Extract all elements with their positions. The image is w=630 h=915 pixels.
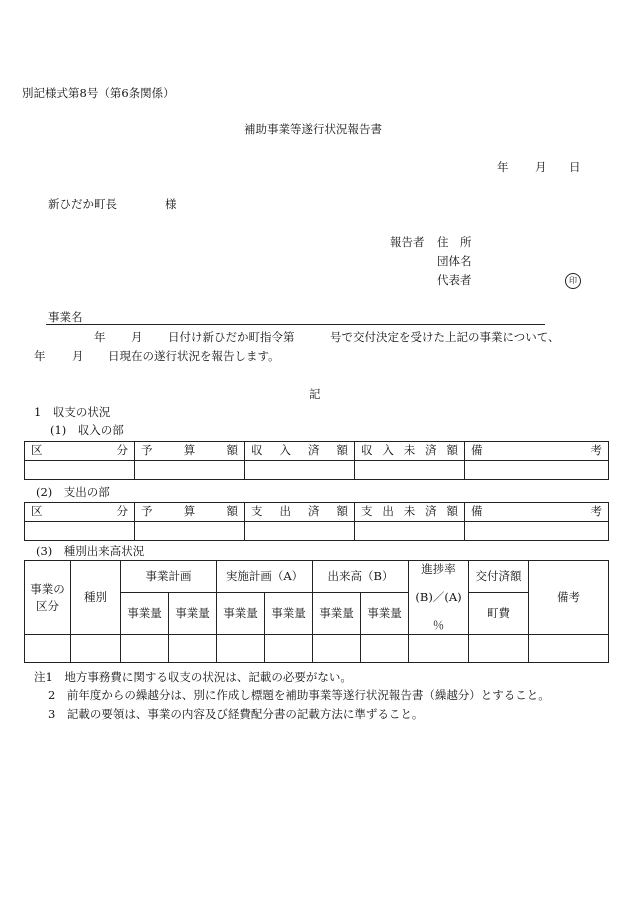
expense-col-paid-text: 支 出 済 額 [251,504,348,519]
expense-col-remarks [465,503,609,522]
body-l2-a: 日現在の遂行状況を報告します。 [108,349,280,363]
income-cell[interactable] [135,461,245,480]
output-cell[interactable] [529,635,609,663]
output-col-done-text: 出来高（B） [327,568,394,583]
date-month: 月 [535,160,547,174]
paid-town-cost [469,593,529,635]
reporter-address: 住 所 [437,235,472,249]
income-cell[interactable] [355,461,465,480]
output-cell[interactable] [313,635,361,663]
plan-qty-1 [121,593,169,635]
seal-icon: 印 [565,273,581,289]
expense-cell[interactable] [245,522,355,541]
expense-col-remarks-text: 備 考 [471,504,602,519]
income-data-row [25,461,609,480]
expense-cell[interactable] [465,522,609,541]
income-col-unreceived [355,442,465,461]
income-cell[interactable] [465,461,609,480]
plan-qty-2-text: 事業量 [175,605,210,620]
plan-qty-2 [169,593,217,635]
expense-col-unpaid-text: 支 出 未 済 額 [361,504,458,519]
income-cell[interactable] [25,461,135,480]
output-col-done [313,561,409,593]
income-col-kubun [25,442,135,461]
expense-col-kubun-text: 区 分 [31,504,128,519]
output-col-remarks-text: 備考 [557,589,581,604]
progress-percent-text: ％ [432,618,445,632]
income-col-kubun-text: 区 分 [31,443,128,458]
progress-formula-text: (B)／(A) [415,589,462,604]
income-col-unreceived-text: 収 入 未 済 額 [361,443,458,458]
income-section-label: (1) 収入の部 [50,423,124,437]
done-qty-2 [361,593,409,635]
output-col-kubun [25,561,71,635]
exec-qty-2-text: 事業量 [271,605,306,620]
income-header-row [25,442,609,461]
output-cell[interactable] [25,635,71,663]
exec-qty-1 [217,593,265,635]
project-name-underline [46,324,545,325]
output-col-progress [409,561,469,635]
output-col-paid [469,561,529,593]
income-cell[interactable] [245,461,355,480]
section-1-heading: 1 収支の状況 [34,405,111,419]
output-col-exec [217,561,313,593]
body-l1-a: 日付け新ひだか町指令第 [168,330,295,344]
plan-qty-1-text: 事業量 [127,605,162,620]
output-cell[interactable] [361,635,409,663]
output-col-shubetsu-text: 種別 [84,589,107,604]
output-cell[interactable] [265,635,313,663]
output-table [24,560,609,663]
expense-cell[interactable] [355,522,465,541]
income-col-remarks [465,442,609,461]
output-cell[interactable] [217,635,265,663]
document-title: 補助事業等遂行状況報告書 [244,122,382,136]
reporter-label: 報告者 [390,235,425,249]
paid-town-cost-text: 町費 [487,605,511,620]
output-cell[interactable] [469,635,529,663]
output-header-row-1 [25,561,609,593]
date-year: 年 [497,160,509,174]
income-table [24,441,609,480]
output-col-exec-text: 実施計画（A） [225,568,304,583]
body-l1-year: 年 [94,330,106,344]
output-cell[interactable] [409,635,469,663]
body-l1-month: 月 [131,330,143,344]
exec-qty-2 [265,593,313,635]
project-name-label: 事業名 [48,310,83,324]
income-col-budget [135,442,245,461]
reporter-rep: 代表者 [437,273,472,287]
body-l1-b: 号で交付決定を受けた上記の事業について、 [330,330,560,344]
expense-data-row [25,522,609,541]
output-cell[interactable] [121,635,169,663]
income-col-received-text: 収 入 済 額 [251,443,348,458]
expense-col-budget [135,503,245,522]
output-col-remarks [529,561,609,635]
done-qty-1 [313,593,361,635]
note-2: 2 前年度からの繰越分は、別に作成し標題を補助事業等遂行状況報告書（繰越分）とすること。 [48,688,550,702]
exec-qty-1-text: 事業量 [223,605,258,620]
expense-cell[interactable] [135,522,245,541]
done-qty-2-text: 事業量 [367,605,402,620]
output-col-plan-text: 事業計画 [145,568,192,583]
form-id: 別記様式第8号（第6条関係） [22,86,175,100]
output-col-paid-text: 交付済額 [475,568,522,583]
expense-table [24,502,609,541]
income-col-budget-text: 予 算 額 [141,443,238,458]
output-data-row [25,635,609,663]
body-l2-month: 月 [72,349,84,363]
output-cell[interactable] [71,635,121,663]
done-qty-1-text: 事業量 [319,605,354,620]
expense-col-paid [245,503,355,522]
expense-col-unpaid [355,503,465,522]
output-col-kubun-text: 事業の区分 [30,581,65,613]
income-col-remarks-text: 備 考 [471,443,602,458]
expense-cell[interactable] [25,522,135,541]
ki-label: 記 [309,387,321,401]
output-col-shubetsu [71,561,121,635]
body-l2-year: 年 [34,349,46,363]
expense-col-kubun [25,503,135,522]
progress-rate-text: 進捗率 [421,561,456,576]
expense-section-label: (2) 支出の部 [36,485,110,499]
output-cell[interactable] [169,635,217,663]
output-col-plan [121,561,217,593]
output-section-label: (3) 種別出来高状況 [36,544,145,558]
date-day: 日 [569,160,581,174]
income-col-received [245,442,355,461]
expense-header-row [25,503,609,522]
seal-mark [565,273,581,289]
note-3: 3 記載の要領は、事業の内容及び経費配分書の記載方法に準ずること。 [48,707,424,721]
output-col-progress-stack [409,561,468,632]
reporter-org: 団体名 [437,254,472,268]
addressee-honorific: 様 [165,197,177,211]
addressee-name: 新ひだか町長 [48,197,117,211]
note-1: 注1 地方事務費に関する収支の状況は、記載の必要がない。 [34,670,352,684]
expense-col-budget-text: 予 算 額 [141,504,238,519]
